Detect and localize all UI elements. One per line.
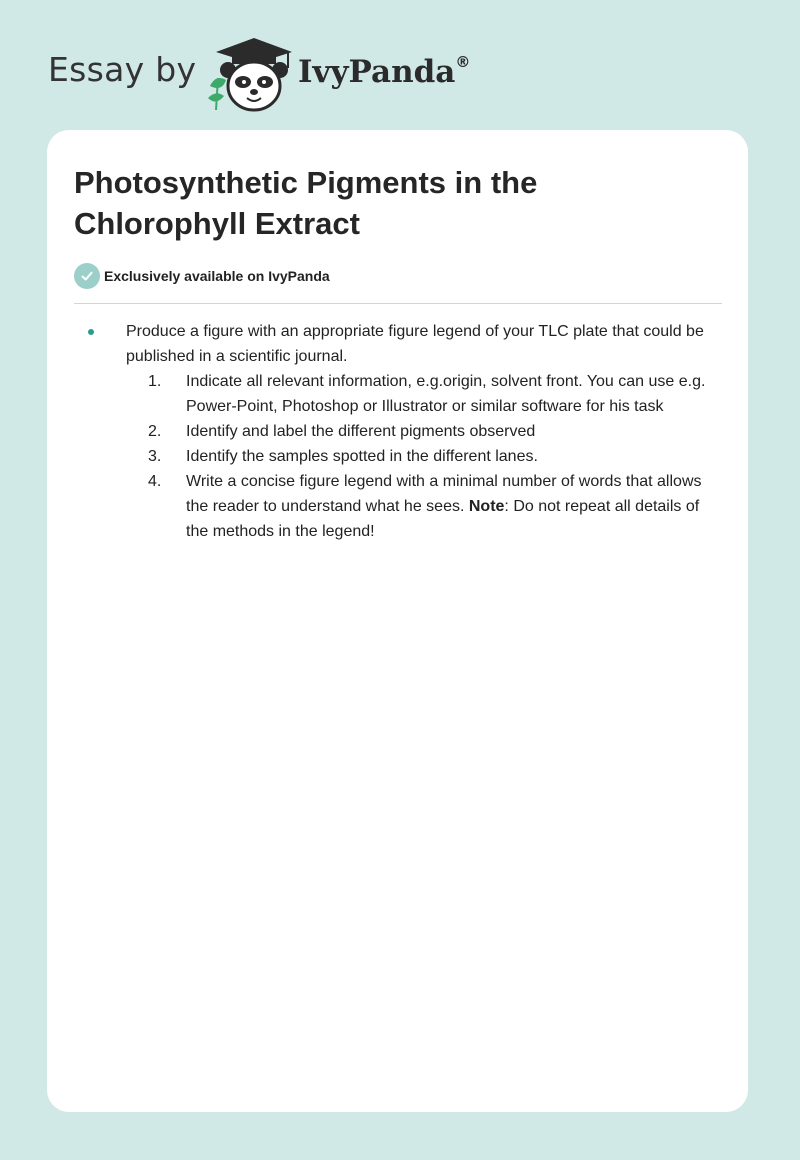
divider bbox=[74, 303, 722, 304]
item-text: Indicate all relevant information, e.g.origin, solvent front. You can use e.g. Power-Point, Photoshop or Illustrator or similar software for his task bbox=[186, 373, 706, 415]
document-body bbox=[47, 319, 748, 544]
item-number: 4. bbox=[148, 473, 162, 490]
checkmark-icon bbox=[74, 263, 100, 289]
list-item bbox=[126, 419, 720, 444]
page-title: Photosynthetic Pigments in the Chlorophyll Extract bbox=[74, 165, 538, 241]
badge-label: Exclusively available on IvyPanda bbox=[104, 268, 330, 284]
numbered-list bbox=[126, 369, 720, 544]
site-header bbox=[48, 30, 548, 110]
item-number: 2. bbox=[148, 423, 162, 440]
item-text: Identify the samples spotted in the different lanes. bbox=[186, 448, 538, 465]
exclusive-badge bbox=[74, 263, 330, 289]
note-label: Note bbox=[468, 498, 505, 515]
panda-mascot-icon bbox=[202, 34, 294, 114]
document-card bbox=[47, 130, 748, 1112]
essay-by-label: Essay by bbox=[48, 50, 197, 89]
item-number: 3. bbox=[148, 448, 162, 465]
bullet-text: Produce a figure with an appropriate figure legend of your TLC plate that could be published in a scientific journal. bbox=[126, 323, 704, 365]
list-item bbox=[47, 319, 748, 544]
item-text: Write a concise figure legend with a minimal number of words that allows the reader to understand what he sees. Note: Do not repeat all details of the methods in the legend! bbox=[186, 473, 702, 540]
list-item bbox=[126, 444, 720, 469]
list-item bbox=[126, 469, 720, 544]
item-text: Identify and label the different pigments observed bbox=[186, 423, 536, 440]
brand-name[interactable]: IvyPanda® bbox=[298, 52, 471, 90]
list-item bbox=[126, 369, 720, 419]
item-number: 1. bbox=[148, 373, 162, 390]
bullet-icon bbox=[88, 329, 94, 335]
registered-mark: ® bbox=[455, 52, 471, 71]
